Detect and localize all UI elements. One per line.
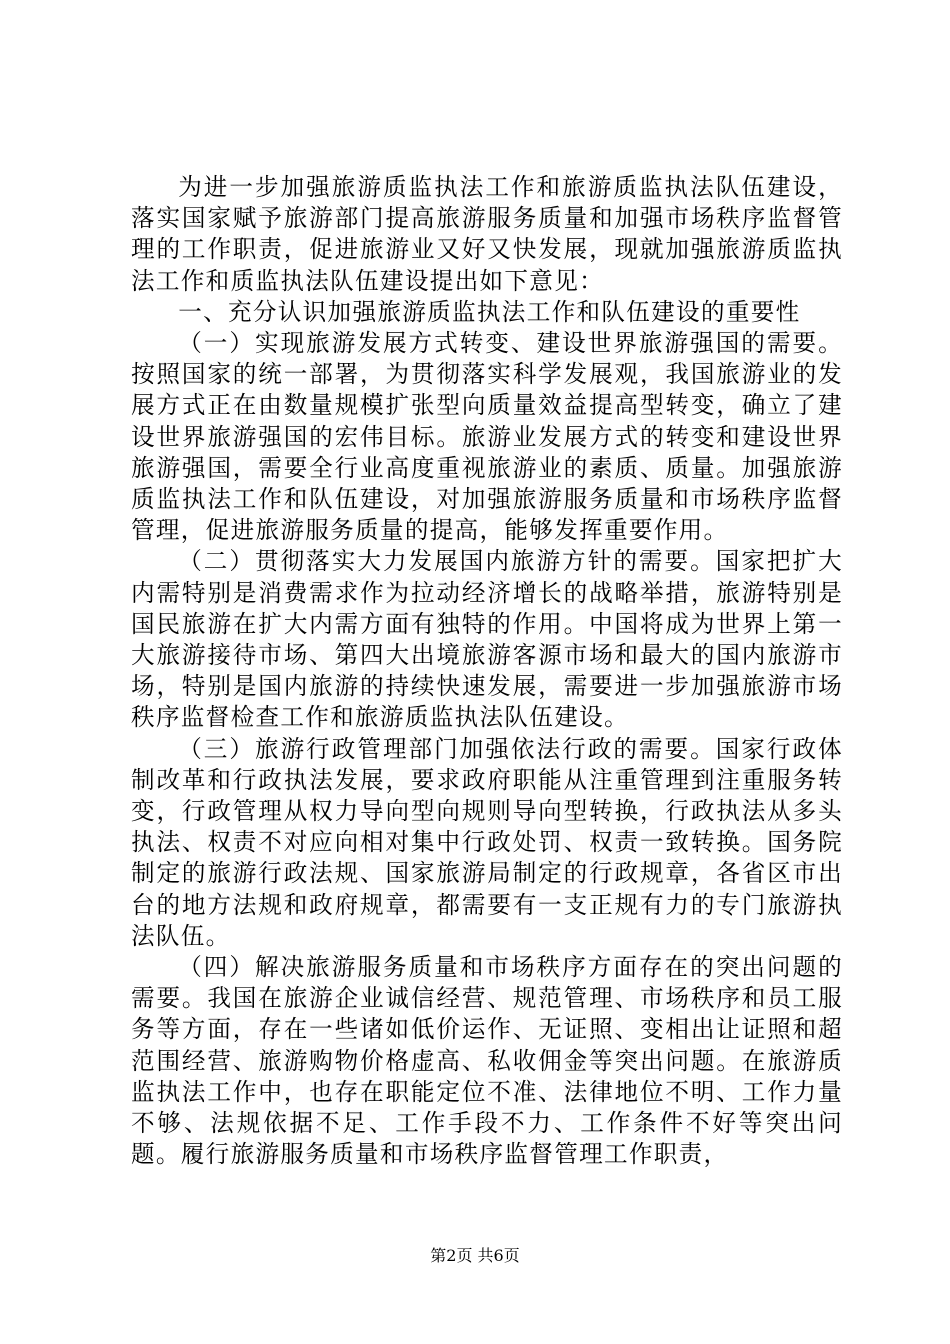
section-heading: 一、充分认识加强旅游质监执法工作和队伍建设的重要性 [178, 297, 801, 326]
document-body [131, 172, 843, 1171]
paragraph-4: （四）解决旅游服务质量和市场秩序方面存在的突出问题的需要。我国在旅游企业诚信经营、规范管理、市场秩序和员工服务等方面，存在一些诸如低价运作、无证照、变相出让证照和超范围经营、旅游购物价格虚高、私收佣金等突出问题。在旅游质监执法工作中，也存在职能定位不准、法律地位不明、工作力量不够、法规依据不足、工作手段不力、工作条件不好等突出问题。履行旅游服务质量和市场秩序监督管理工作职责， [131, 953, 843, 1169]
paragraph-1: （一）实现旅游发展方式转变、建设世界旅游强国的需要。按照国家的统一部署，为贯彻落实科学发展观，我国旅游业的发展方式正在由数量规模扩张型向质量效益提高型转变，确立了建设世界旅游强国的宏伟目标。旅游业发展方式的转变和建设世界旅游强国，需要全行业高度重视旅游业的素质、质量。加强旅游质监执法工作和队伍建设，对加强旅游服务质量和市场秩序监督管理，促进旅游服务质量的提高，能够发挥重要作用。 [131, 329, 843, 545]
paragraph-2: （二）贯彻落实大力发展国内旅游方针的需要。国家把扩大内需特别是消费需求作为拉动经济增长的战略举措，旅游特别是国民旅游在扩大内需方面有独特的作用。中国将成为世界上第一大旅游接待市场、第四大出境旅游客源市场和最大的国内旅游市场，特别是国内旅游的持续快速发展，需要进一步加强旅游市场秩序监督检查工作和旅游质监执法队伍建设。 [131, 547, 843, 732]
intro-paragraph: 为进一步加强旅游质监执法工作和旅游质监执法队伍建设，落实国家赋予旅游部门提高旅游服务质量和加强市场秩序监督管理的工作职责，促进旅游业又好又快发展，现就加强旅游质监执法工作和质监执法队伍建设提出如下意见： [131, 173, 843, 295]
page-footer: 第2页 共6页 [430, 1246, 520, 1265]
paragraph-3: （三）旅游行政管理部门加强依法行政的需要。国家行政体制改革和行政执法发展，要求政府职能从注重管理到注重服务转变，行政管理从权力导向型向规则导向型转换，行政执法从多头执法、权责不对应向相对集中行政处罚、权责一致转换。国务院制定的旅游行政法规、国家旅游局制定的行政规章，各省区市出台的地方法规和政府规章，都需要有一支正规有力的专门旅游执法队伍。 [131, 734, 843, 950]
